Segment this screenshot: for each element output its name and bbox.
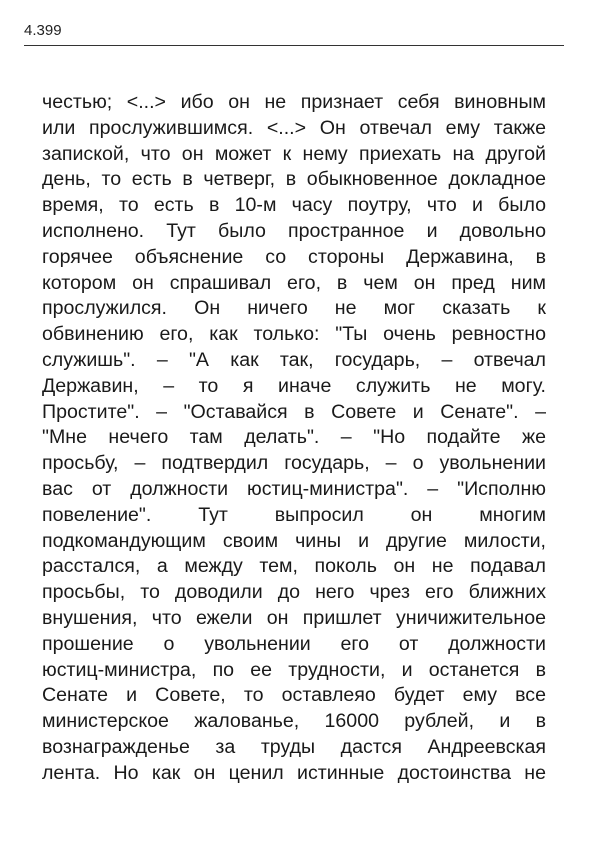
text-line: Простите". – "Оставайся в Совете и Сенате". – (42, 400, 546, 423)
text-line: обвинению его, как только: "Ты очень ревностно (42, 323, 546, 346)
text-line: "Мне нечего там делать". – "Но подайте же (42, 426, 546, 449)
page-header: 4.399 (24, 22, 62, 39)
text-line: Державин, – то я иначе служить не могу. (42, 374, 546, 397)
text-line: прослужился. Он ничего не мог сказать к (42, 297, 546, 320)
text-line: расстался, а между тем, поколь он не подавал (42, 555, 546, 578)
text-line: прошение о увольнении его от должности (42, 632, 546, 655)
body-text (42, 90, 546, 787)
text-line: министерское жалованье, 16000 рублей, и в (42, 710, 546, 733)
text-line: Сенате и Совете, то оставлеяо будет ему все (42, 684, 546, 707)
text-line: или прослужившимся. <...> Он отвечал ему также (42, 116, 546, 139)
text-line: подкомандующим своим чины и другие милости, (42, 529, 546, 552)
text-line: просьбу, – подтвердил государь, – о увольнении (42, 452, 546, 475)
text-line: вознагражденье за труды дастся Андреевская (42, 735, 546, 758)
text-line: повеление". Тут выпросил он многим (42, 503, 546, 526)
header-divider (24, 45, 564, 46)
text-line: день, то есть в четверг, в обыкновенное докладное (42, 168, 546, 191)
text-line: горячее объяснение со стороны Державина, в (42, 245, 546, 268)
text-line: честью; <...> ибо он не признает себя виновным (42, 91, 546, 113)
text-line: котором он спрашивал его, в чем он пред ним (42, 271, 546, 294)
text-line: внушения, что ежели он пришлет уничижительное (42, 606, 546, 629)
text-line: время, то есть в 10-м часу поутру, что и было (42, 194, 546, 217)
text-line: просьбы, то доводили до него чрез его ближних (42, 581, 546, 604)
text-line: служишь". – "А как так, государь, – отвечал (42, 348, 546, 371)
text-line: запиской, что он может к нему приехать на другой (42, 142, 546, 165)
text-line: лента. Но как он ценил истинные достоинства не (42, 761, 546, 784)
text-line: вас от должности юстиц-министра". – "Исполню (42, 477, 546, 500)
text-line: исполнено. Тут было пространное и довольно (42, 219, 546, 242)
text-line: юстиц-министра, по ее трудности, и останется в (42, 658, 546, 681)
